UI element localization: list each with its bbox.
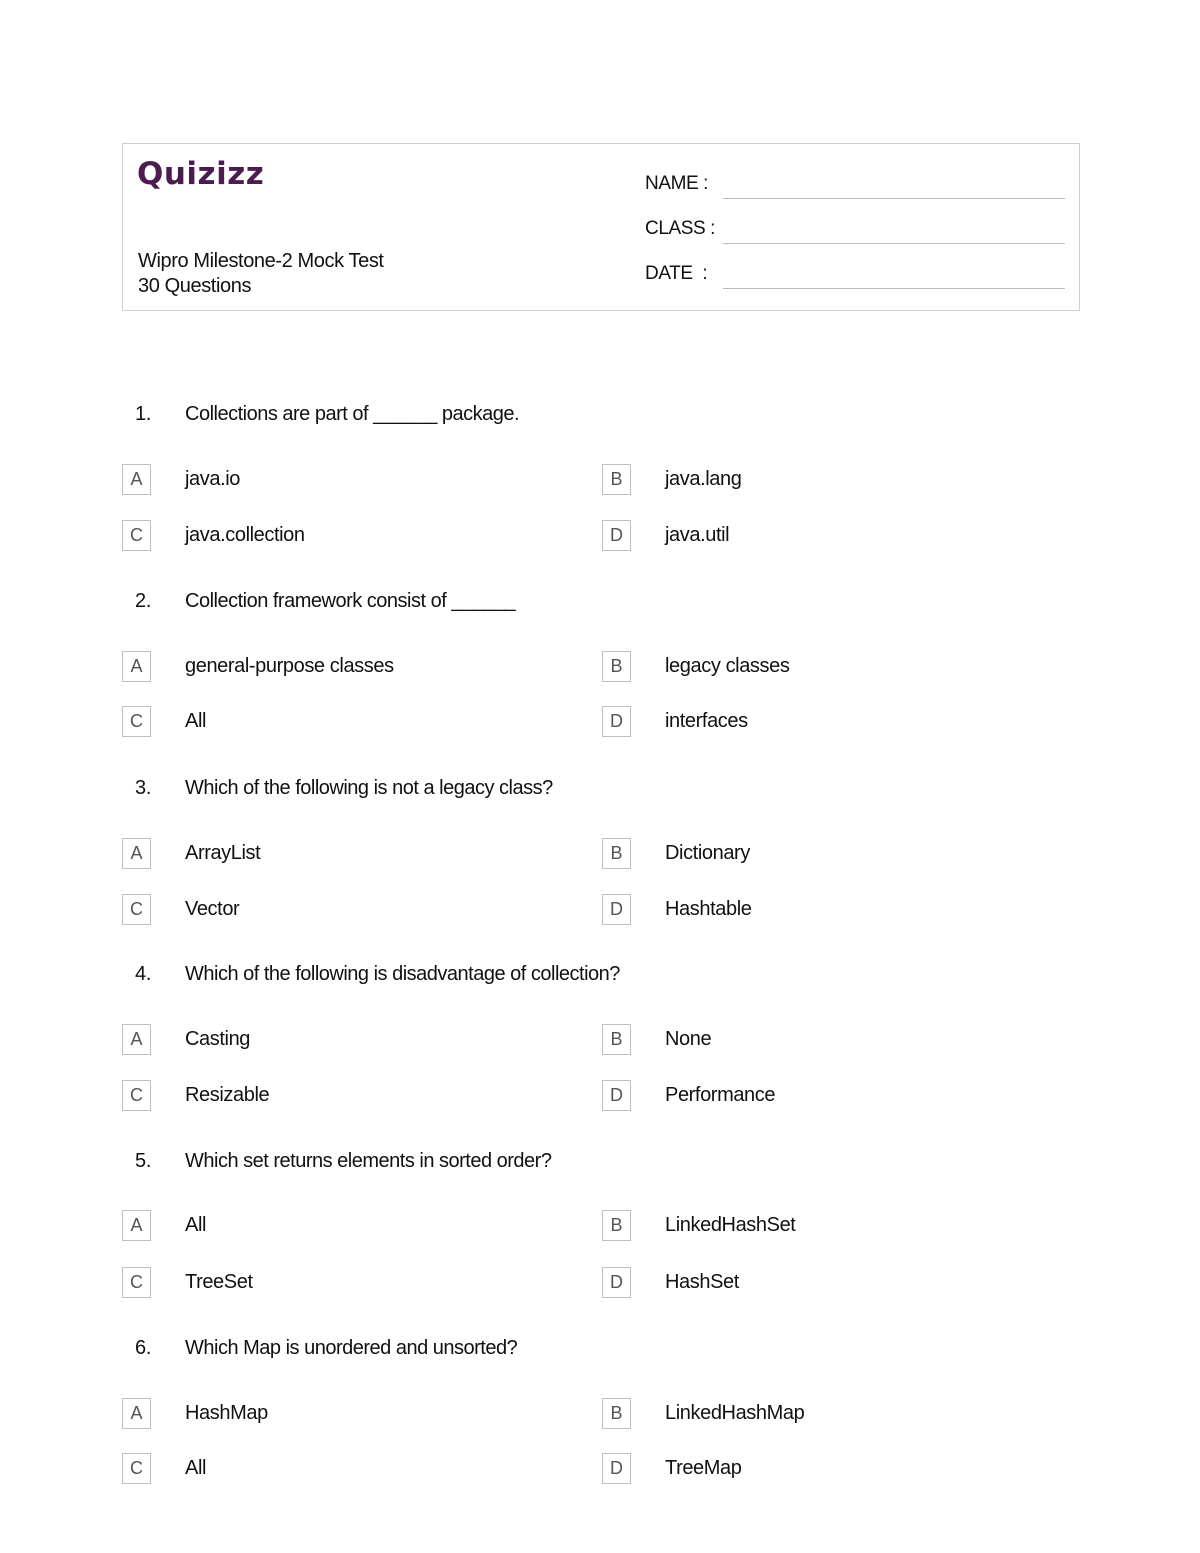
option-text: TreeMap xyxy=(665,1457,742,1479)
date-line[interactable] xyxy=(723,288,1065,289)
question-number: 2. xyxy=(135,590,152,612)
option-letter-box[interactable]: D xyxy=(602,1080,631,1111)
question-number: 1. xyxy=(135,403,152,425)
question-number: 5. xyxy=(135,1150,152,1172)
question-number: 4. xyxy=(135,963,152,985)
question-number: 6. xyxy=(135,1337,152,1359)
option-text: general-purpose classes xyxy=(185,655,394,677)
option-text: Dictionary xyxy=(665,842,750,864)
option-letter-box[interactable]: B xyxy=(602,1024,631,1055)
question-text: Collection framework consist of ______ xyxy=(185,590,516,612)
question-text: Which of the following is not a legacy class? xyxy=(185,777,553,799)
option-text: java.lang xyxy=(665,468,742,490)
option-text: HashSet xyxy=(665,1271,739,1293)
name-field[interactable] xyxy=(645,171,1065,199)
option-letter-box[interactable]: B xyxy=(602,1398,631,1429)
option-letter-box[interactable]: C xyxy=(122,1267,151,1298)
option-letter-box[interactable]: A xyxy=(122,1024,151,1055)
option-text: All xyxy=(185,1214,207,1236)
option-text: Casting xyxy=(185,1028,251,1050)
question-text: Collections are part of ______ package. xyxy=(185,403,520,425)
option-letter-box[interactable]: B xyxy=(602,1210,631,1241)
option-letter-box[interactable]: D xyxy=(602,1267,631,1298)
question-text: Which of the following is disadvantage of collection? xyxy=(185,963,620,985)
option-text: ArrayList xyxy=(185,842,261,864)
option-text: java.collection xyxy=(185,524,305,546)
option-letter-box[interactable]: C xyxy=(122,1453,151,1484)
option-text: legacy classes xyxy=(665,655,790,677)
option-letter-box[interactable]: C xyxy=(122,894,151,925)
option-letter-box[interactable]: A xyxy=(122,838,151,869)
date-label: DATE : xyxy=(645,263,708,284)
question-count: 30 Questions xyxy=(138,275,252,297)
class-label: CLASS : xyxy=(645,218,716,239)
option-text: java.util xyxy=(665,524,730,546)
option-letter-box[interactable]: B xyxy=(602,838,631,869)
option-text: java.io xyxy=(185,468,241,490)
option-letter-box[interactable]: C xyxy=(122,520,151,551)
option-letter-box[interactable]: A xyxy=(122,651,151,682)
name-line[interactable] xyxy=(723,198,1065,199)
question-number: 3. xyxy=(135,777,152,799)
option-letter-box[interactable]: B xyxy=(602,464,631,495)
option-text: Hashtable xyxy=(665,898,752,920)
option-text: Resizable xyxy=(185,1084,270,1106)
option-text: Vector xyxy=(185,898,240,920)
option-letter-box[interactable]: C xyxy=(122,1080,151,1111)
option-letter-box[interactable]: A xyxy=(122,464,151,495)
option-text: TreeSet xyxy=(185,1271,253,1293)
option-text: Performance xyxy=(665,1084,776,1106)
option-letter-box[interactable]: D xyxy=(602,1453,631,1484)
quiz-title: Wipro Milestone-2 Mock Test xyxy=(138,250,384,272)
question-text: Which set returns elements in sorted order? xyxy=(185,1150,552,1172)
name-label: NAME : xyxy=(645,173,709,194)
option-letter-box[interactable]: D xyxy=(602,520,631,551)
class-field[interactable] xyxy=(645,216,1065,244)
option-letter-box[interactable]: C xyxy=(122,706,151,737)
option-letter-box[interactable]: A xyxy=(122,1398,151,1429)
option-text: LinkedHashSet xyxy=(665,1214,796,1236)
option-letter-box[interactable]: D xyxy=(602,894,631,925)
option-text: interfaces xyxy=(665,710,748,732)
class-line[interactable] xyxy=(723,243,1065,244)
quizizz-logo: Quizizz xyxy=(137,156,265,192)
option-letter-box[interactable]: D xyxy=(602,706,631,737)
worksheet-header xyxy=(122,143,1080,311)
option-text: LinkedHashMap xyxy=(665,1402,805,1424)
option-letter-box[interactable]: B xyxy=(602,651,631,682)
option-text: None xyxy=(665,1028,712,1050)
question-text: Which Map is unordered and unsorted? xyxy=(185,1337,518,1359)
option-text: All xyxy=(185,710,207,732)
date-field[interactable] xyxy=(645,261,1065,289)
option-text: All xyxy=(185,1457,207,1479)
option-text: HashMap xyxy=(185,1402,268,1424)
option-letter-box[interactable]: A xyxy=(122,1210,151,1241)
